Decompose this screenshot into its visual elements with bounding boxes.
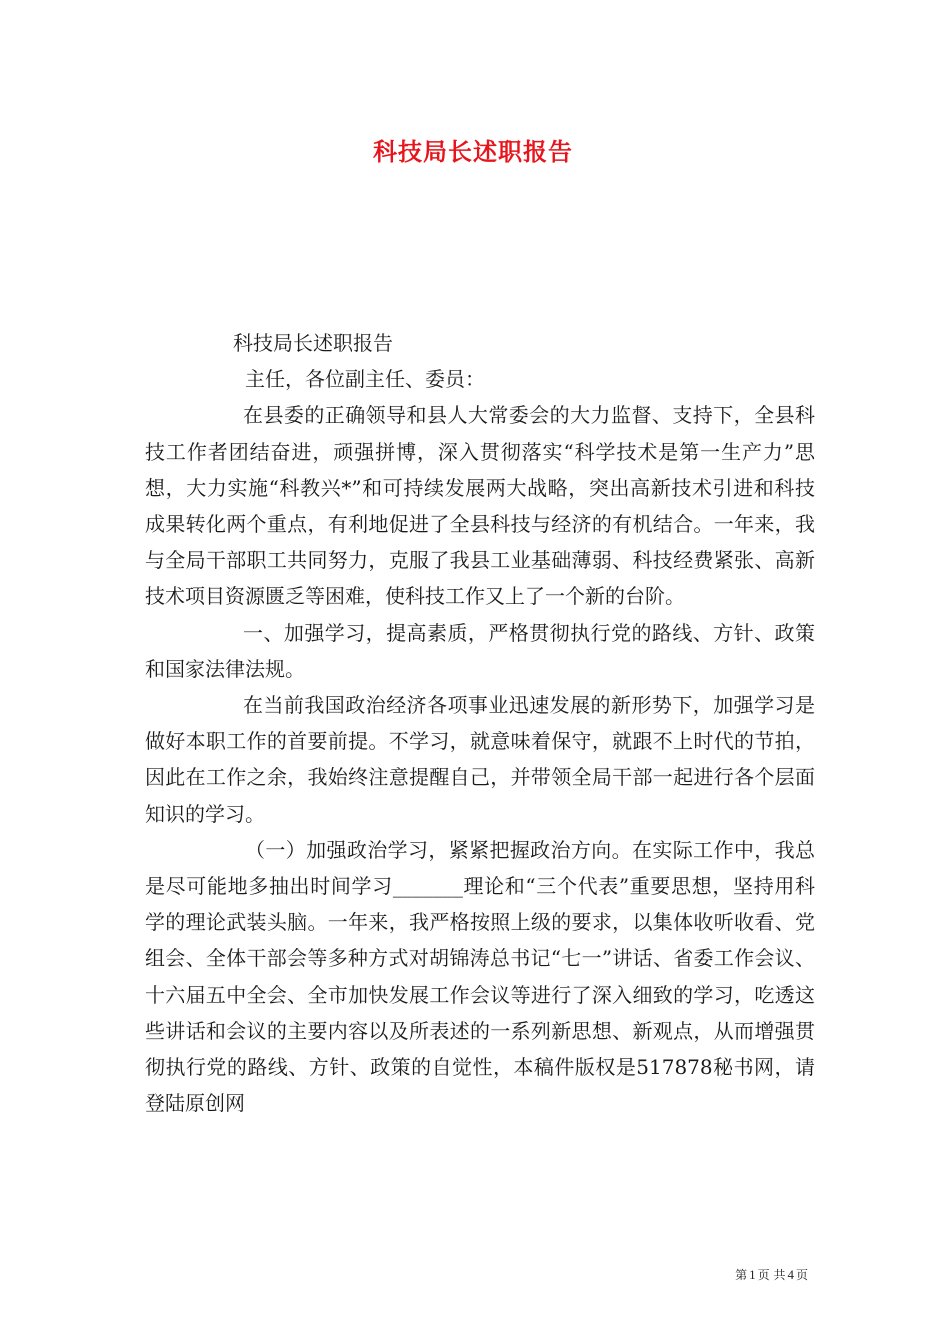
document-title-text: 科技局长述职报告 (373, 137, 573, 166)
report-subtitle: 科技局长述职报告 (233, 331, 393, 355)
paragraph-intro: 在县委的正确领导和县人大常委会的大力监督、支持下，全县科技工作者团结奋进，顽强拼博，深入贯彻落实“科学技术是第一生产力”思想，大力实施“科教兴*”和可持续发展两大战略，突出高新技术引进和科技成果转化两个重点，有利地促进了全县科技与经济的有机结合。一年来，我与全局干部职工共同努力，克服了我县工业基础薄弱、科技经费紧张、高新技术项目资源匮乏等困难，使科技工作又上了一个新的台阶。 (145, 403, 815, 609)
footer-prefix: 第 (735, 1268, 748, 1282)
section-heading-1: 一、加强学习，提高素质，严格贯彻执行党的路线、方针、政策和国家法律法规。 (145, 620, 815, 681)
salutation: 主任，各位副主任、委员： (245, 367, 485, 392)
document-body (145, 325, 815, 1121)
footer-current-page: 1 (749, 1267, 756, 1282)
page-footer (0, 1266, 808, 1283)
paragraph-study: 在当前我国政治经济各项事业迅速发展的新形势下，加强学习是做好本职工作的首要前提。不学习，就意味着保守，就跟不上时代的节拍，因此在工作之余，我始终注意提醒自己，并带领全局干部一起进行各个层面知识的学习。 (145, 693, 815, 826)
footer-middle: 页 共 (757, 1268, 786, 1282)
footer-total-pages: 4 (787, 1267, 794, 1282)
document-title (0, 132, 950, 167)
paragraph-political-study: （一）加强政治学习，紧紧把握政治方向。在实际工作中，我总是尽可能地多抽出时间学习_______理论和“三个代表”重要思想，坚持用科学的理论武装头脑。一年来，我严格按照上级的要求，以集体收听收看、党组会、全体干部会等多种方式对胡锦涛总书记“七一”讲话、省委工作会议、十六届五中全会、全市加快发展工作会议等进行了深入细致的学习，吃透这些讲话和会议的主要内容以及所表述的一系列新思想、新观点，从而增强贯彻执行党的路线、方针、政策的自觉性，本稿件版权是517878秘书网，请登陆原创网 (145, 837, 815, 1116)
footer-suffix: 页 (795, 1268, 808, 1282)
